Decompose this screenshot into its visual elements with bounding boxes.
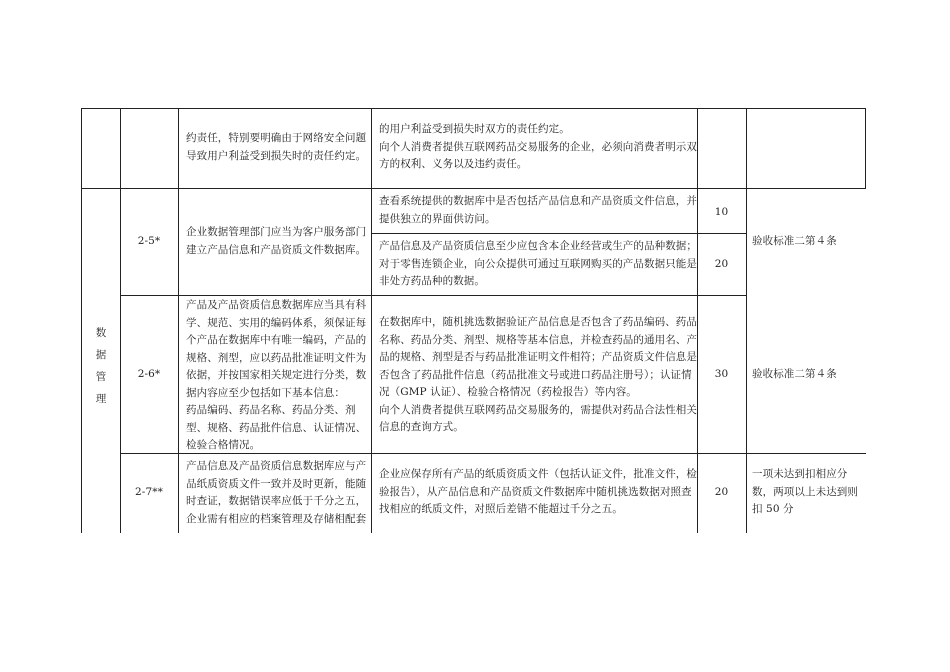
requirement-cell: 产品及产品资质信息数据库应当具有科 学、规范、实用的编码体系，须保证每 个产品在数据库中有唯一编码，产品的 规格、剂型，应以药品批准证明文件为 依据，并按国家相关规定进行分类，数 据内容应至少包括如下基本信息： 药品编码、药品名称、药品分类、剂 型、规格、药品批件信息、认证情况、 检验合格情况。 bbox=[186, 299, 367, 451]
requirement-cell: 企业数据管理部门应当为客户服务部门 建立产品信息和产品资质文件数据库。 bbox=[186, 226, 367, 256]
table-rule bbox=[178, 108, 179, 533]
table-rule bbox=[697, 108, 698, 533]
table-rule bbox=[865, 108, 866, 188]
method-cell: 企业应保存所有产品的纸质资质文件（包括认证文件，批准文件，检 验报告），从产品信息和产品资质文件数据库中随机挑选数据对照查 找相应的纸质文件，对照后差错不能超过千分之五。 bbox=[379, 468, 697, 515]
table-rule bbox=[371, 233, 746, 234]
score-cell: 10 bbox=[714, 206, 729, 218]
score-cell: 30 bbox=[714, 368, 729, 380]
item-code: 2-5* bbox=[137, 235, 161, 247]
table-rule bbox=[746, 108, 747, 533]
item-code: 2-7** bbox=[135, 486, 163, 498]
table-rule bbox=[120, 108, 121, 533]
score-cell: 20 bbox=[714, 486, 729, 498]
method-cell: 在数据库中，随机挑选数据验证产品信息是否包含了药品编码、药品 名称、药品分类、剂型、规格等基本信息，并检查药品的通用名、产 品的规格、剂型是否与药品批准证明文件相符；产品资质文件信息是 否包含了药品批件信息（药品批准文号或进口药品注册号）；认证情 况（GMP 认证）、检验合格情况（药检报告）等内容。 向个人消费者提供互联网药品交易服务的，需提供对药品合法性相关 信息的查询方式。 bbox=[379, 316, 697, 433]
table-rule bbox=[120, 295, 746, 296]
score-cell: 20 bbox=[714, 258, 729, 270]
table-rule bbox=[371, 108, 372, 533]
basis-cell: 验收标准二第４条 bbox=[752, 368, 837, 380]
method-cell: 查看系统提供的数据库中是否包括产品信息和产品资质文件信息，并 提供独立的界面供访问。 bbox=[379, 195, 697, 225]
basis-cell: 一项未达到扣相应分 数，两项以上未达到则 扣 50 分 bbox=[752, 468, 858, 515]
method-cell: 产品信息及产品资质信息至少应包含本企业经营或生产的品种数据； 对于零售连锁企业，向公众提供可通过互联网购买的产品数据只能是 非处方药品种的数据。 bbox=[379, 240, 697, 287]
method-cell: 的用户利益受到损失时双方的责任约定。 向个人消费者提供互联网药品交易服务的企业，必须向消费者明示双 方的权利、义务以及违约责任。 bbox=[379, 123, 697, 170]
table-rule bbox=[81, 108, 866, 109]
table-rule bbox=[81, 188, 866, 189]
table-rule bbox=[81, 108, 82, 533]
category-label: 数据管理 bbox=[95, 327, 107, 405]
requirement-cell: 产品信息及产品资质信息数据库应与产 品纸质资质文件一致并及时更新，能随 时查证，数据错误率应低于千分之五， 企业需有相应的档案管理及存储相配套 bbox=[186, 460, 367, 525]
requirement-cell: 约责任，特别要明确由于网络安全问题 导致用户利益受到损失时的责任约定。 bbox=[186, 132, 367, 162]
item-code: 2-6* bbox=[137, 368, 161, 380]
basis-cell: 验收标准二第４条 bbox=[752, 235, 837, 247]
